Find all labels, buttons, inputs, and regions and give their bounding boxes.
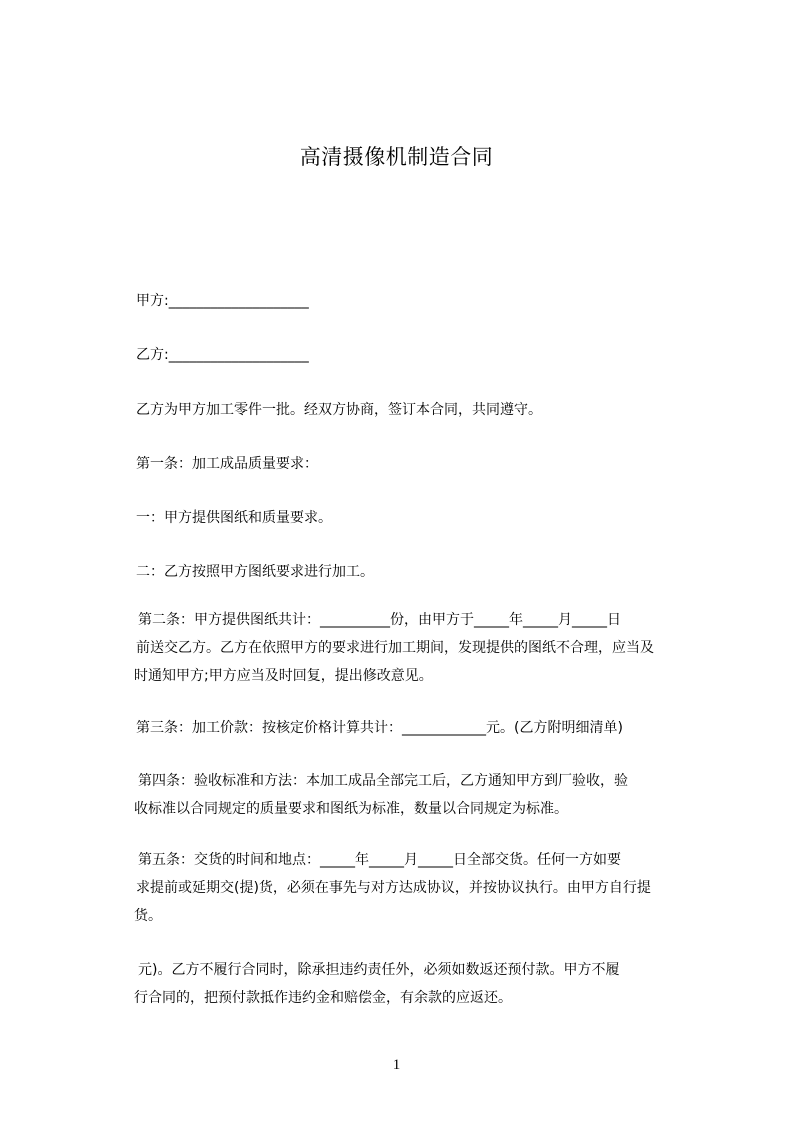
article2-line2: 前送交乙方。乙方在依照甲方的要求进行加工期间，发现提供的图纸不合理，应当及 bbox=[136, 640, 654, 656]
article2-line1: 第二条：甲方提供图纸共计：__________份，由甲方于_____年_____月_____日 bbox=[138, 612, 621, 628]
article1-heading: 第一条：加工成品质量要求： bbox=[136, 456, 318, 472]
article4-line1: 第四条：验收标准和方法：本加工成品全部完工后，乙方通知甲方到厂验收，验 bbox=[138, 773, 628, 789]
intro-paragraph: 乙方为甲方加工零件一批。经双方协商，签订本合同，共同遵守。 bbox=[136, 402, 542, 418]
article1-item2: 二：乙方按照甲方图纸要求进行加工。 bbox=[136, 564, 374, 580]
article4-paragraph bbox=[134, 767, 704, 823]
article3-paragraph: 第三条：加工价款：按核定价格计算共计：____________元。(乙方附明细清单) bbox=[136, 720, 623, 736]
article5-paragraph bbox=[134, 846, 704, 930]
page-number: 1 bbox=[392, 1057, 401, 1073]
article2-paragraph bbox=[134, 606, 704, 690]
article5-line3: 货。 bbox=[134, 908, 162, 924]
party-a-line: 甲方:____________________ bbox=[136, 293, 309, 309]
article6-paragraph bbox=[134, 956, 704, 1012]
article5-line2: 求提前或延期交(提)货，必须在事先与对方达成协议，并按协议执行。由甲方自行提 bbox=[136, 880, 651, 896]
page-title: 高清摄像机制造合同 bbox=[299, 145, 494, 169]
article6-line1: 元)。乙方不履行合同时，除承担违约责任外，必须如数返还预付款。甲方不履 bbox=[138, 962, 620, 978]
article5-line1: 第五条：交货的时间和地点：_____年_____月_____日全部交货。任何一方如要 bbox=[138, 852, 621, 868]
article1-item1: 一：甲方提供图纸和质量要求。 bbox=[136, 510, 332, 526]
article2-line3: 时通知甲方;甲方应当及时回复，提出修改意见。 bbox=[134, 668, 433, 684]
article6-line2: 行合同的，把预付款抵作违约金和赔偿金，有余款的应返还。 bbox=[134, 990, 512, 1006]
party-b-line: 乙方:____________________ bbox=[136, 347, 309, 363]
article4-line2: 收标准以合同规定的质量要求和图纸为标准，数量以合同规定为标准。 bbox=[134, 801, 568, 817]
